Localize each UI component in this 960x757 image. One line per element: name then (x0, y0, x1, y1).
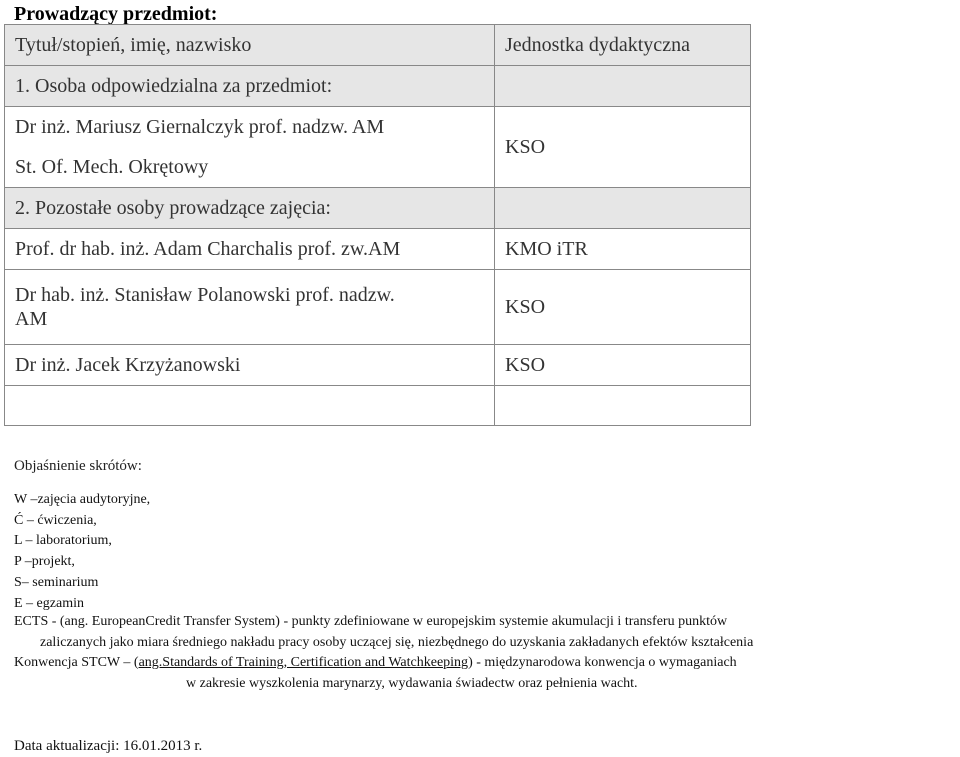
responsible-person-unit: KSO (495, 107, 751, 188)
staff-name-line: AM (15, 308, 48, 330)
responsible-person-position: St. Of. Mech. Okrętowy (15, 156, 209, 178)
empty-cell (5, 386, 495, 426)
section-heading: Prowadzący przedmiot: (14, 3, 218, 25)
table-row (5, 345, 751, 386)
table-row (5, 107, 751, 188)
stcw-prefix: Konwencja STCW – ( (14, 655, 139, 670)
definitions-notes (14, 612, 960, 694)
staff-name (5, 270, 495, 345)
empty-cell (495, 386, 751, 426)
ects-definition-line2: zaliczanych jako miara średniego nakładu pracy osoby uczącej się, niezbędnego do uzyskania zakładanych efektów kształcenia (40, 634, 754, 650)
staff-unit: KMO iTR (495, 229, 751, 270)
staff-name-line: Dr hab. inż. Stanisław Polanowski prof. nadzw. (15, 284, 395, 306)
stcw-definition-line1 (14, 653, 960, 674)
stcw-suffix: ) - międzynarodowa konwencja o wymaganiach (468, 655, 737, 670)
section-label-others: 2. Pozostałe osoby prowadzące zajęcia: (5, 188, 495, 229)
abbreviation-item: E – egzamin (14, 595, 84, 611)
section-row-others (5, 188, 751, 229)
staff-name: Dr inż. Jacek Krzyżanowski (5, 345, 495, 386)
table-row (5, 270, 751, 345)
abbreviation-item: P –projekt, (14, 554, 75, 570)
update-date: Data aktualizacji: 16.01.2013 r. (14, 738, 203, 754)
staff-table (4, 24, 751, 426)
abbreviation-item: L – laboratorium, (14, 533, 112, 549)
section-row-responsible (5, 66, 751, 107)
table-header-row (5, 25, 751, 66)
column-header-name: Tytuł/stopień, imię, nazwisko (5, 25, 495, 66)
staff-name: Prof. dr hab. inż. Adam Charchalis prof. zw.AM (5, 229, 495, 270)
abbreviation-list (14, 490, 150, 614)
staff-unit: KSO (495, 345, 751, 386)
ects-definition-line1: ECTS - (ang. EuropeanCredit Transfer System) - punkty zdefiniowane w europejskim systemie akumulacji i transferu punktów (14, 614, 728, 629)
abbreviation-item: S– seminarium (14, 574, 99, 590)
stcw-link[interactable]: ang.Standards of Training, Certification and Watchkeeping (138, 655, 469, 670)
empty-table-row (5, 386, 751, 426)
section-label-others-unit (495, 188, 751, 229)
table-row (5, 229, 751, 270)
section-label-responsible-unit (495, 66, 751, 107)
staff-unit: KSO (495, 270, 751, 345)
section-label-responsible: 1. Osoba odpowiedzialna za przedmiot: (5, 66, 495, 107)
abbreviation-item: W –zajęcia audytoryjne, (14, 492, 151, 507)
abbreviation-item: Ć – ćwiczenia, (14, 512, 97, 528)
legend-title: Objaśnienie skrótów: (14, 458, 142, 474)
responsible-person-cell (5, 107, 495, 188)
responsible-person-name: Dr inż. Mariusz Giernalczyk prof. nadzw. AM (15, 116, 385, 138)
stcw-definition-line2: w zakresie wyszkolenia marynarzy, wydawania świadectw oraz pełnienia wacht. (186, 675, 638, 691)
column-header-unit: Jednostka dydaktyczna (495, 25, 751, 66)
